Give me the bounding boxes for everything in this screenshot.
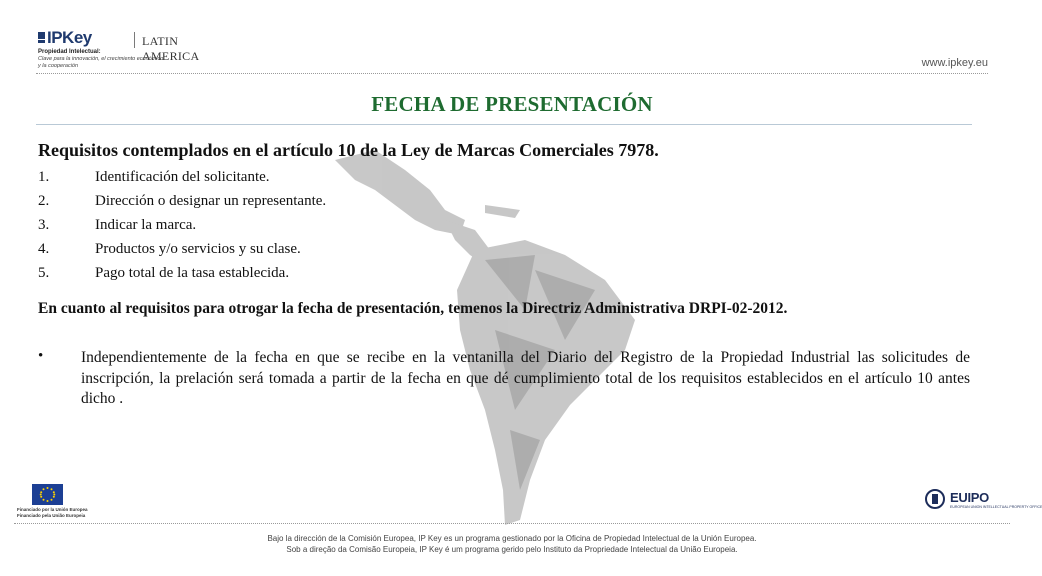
logo-tagline-2: Clave para la innovación, el crecimiento económico — [38, 56, 164, 62]
eu-flag-icon — [32, 484, 63, 505]
eu-funding-caption-pt: Financiado pela União Europeia — [17, 513, 86, 518]
list-item-text: Pago total de la tasa establecida. — [95, 265, 290, 281]
list-item-text: Dirección o designar un representante. — [95, 193, 327, 209]
list-item-number: 1. — [38, 169, 50, 185]
euipo-wordmark: EUIPO — [950, 490, 989, 505]
page-title: FECHA DE PRESENTACIÓN — [371, 92, 653, 116]
ipkey-logo-icon — [38, 32, 45, 39]
eu-funding-caption-es: Financiado por la Unión Europea — [17, 507, 88, 512]
requirements-list — [38, 165, 326, 285]
bullet-text: Independientemente de la fecha en que se recibe en la ventanilla del Diario del Registro de la Propiedad Industrial las solicitudes de inscripción, la prelación será tomada a partir de la fecha en que dé cumplimiento total de los requisitos establecidos en el artículo 10 antes dicho . — [81, 349, 970, 407]
list-item-number: 4. — [38, 241, 50, 257]
map-caribbean-shape — [485, 205, 520, 218]
logo-tagline-1: Propiedad Intelectual: — [38, 49, 101, 55]
header-divider — [36, 73, 988, 74]
bullet-icon: • — [38, 348, 44, 364]
list-item-text: Productos y/o servicios y su clase. — [95, 241, 301, 257]
requirements-heading: Requisitos contemplados en el artículo 10 de la Ley de Marcas Comerciales 7978. — [38, 140, 659, 160]
website-link[interactable]: www.ipkey.eu — [921, 57, 988, 69]
eu-stars-icon — [32, 484, 63, 505]
logo-separator — [134, 32, 135, 48]
title-underline — [36, 124, 972, 125]
list-item-text: Identificación del solicitante. — [95, 169, 270, 185]
footer-text-es: Bajo la dirección de la Comisión Europea, IP Key es un programa gestionado por la Oficina de Propiedad Intelectual de la Unión Europea. — [267, 534, 757, 543]
list-item-number: 2. — [38, 193, 50, 209]
logo-brand: IPKey — [47, 28, 92, 47]
ipkey-logo-icon-bar — [38, 40, 45, 43]
euipo-logo — [924, 488, 1042, 514]
footer-divider — [14, 523, 1010, 524]
list-item — [38, 165, 326, 189]
logo-tagline-3: y la cooperación — [38, 63, 79, 69]
logo-region: LATIN AMERICA — [142, 34, 200, 63]
map-mexico-shape — [335, 150, 465, 235]
bullet-paragraph — [38, 348, 970, 410]
directive-note: En cuanto al requisitos para otrogar la fecha de presentación, temenos la Directriz Administrativa DRPI-02-2012. — [38, 300, 788, 317]
list-item — [38, 237, 326, 261]
list-item — [38, 189, 326, 213]
euipo-emblem-icon — [924, 488, 946, 510]
euipo-subtitle: EUROPEAN UNION INTELLECTUAL PROPERTY OFFICE — [950, 505, 1042, 509]
latin-america-map-watermark — [335, 150, 675, 530]
footer-text-pt: Sob a direção da Comisão Europeia, IP Key é um programa gerido pelo Instituto da Propriedade Intelectual da União Europeia. — [286, 545, 738, 554]
list-item-number: 5. — [38, 265, 50, 281]
list-item-number: 3. — [38, 217, 50, 233]
ipkey-logo — [38, 30, 238, 74]
list-item — [38, 213, 326, 237]
list-item-text: Indicar la marca. — [95, 217, 197, 233]
list-item — [38, 261, 326, 285]
